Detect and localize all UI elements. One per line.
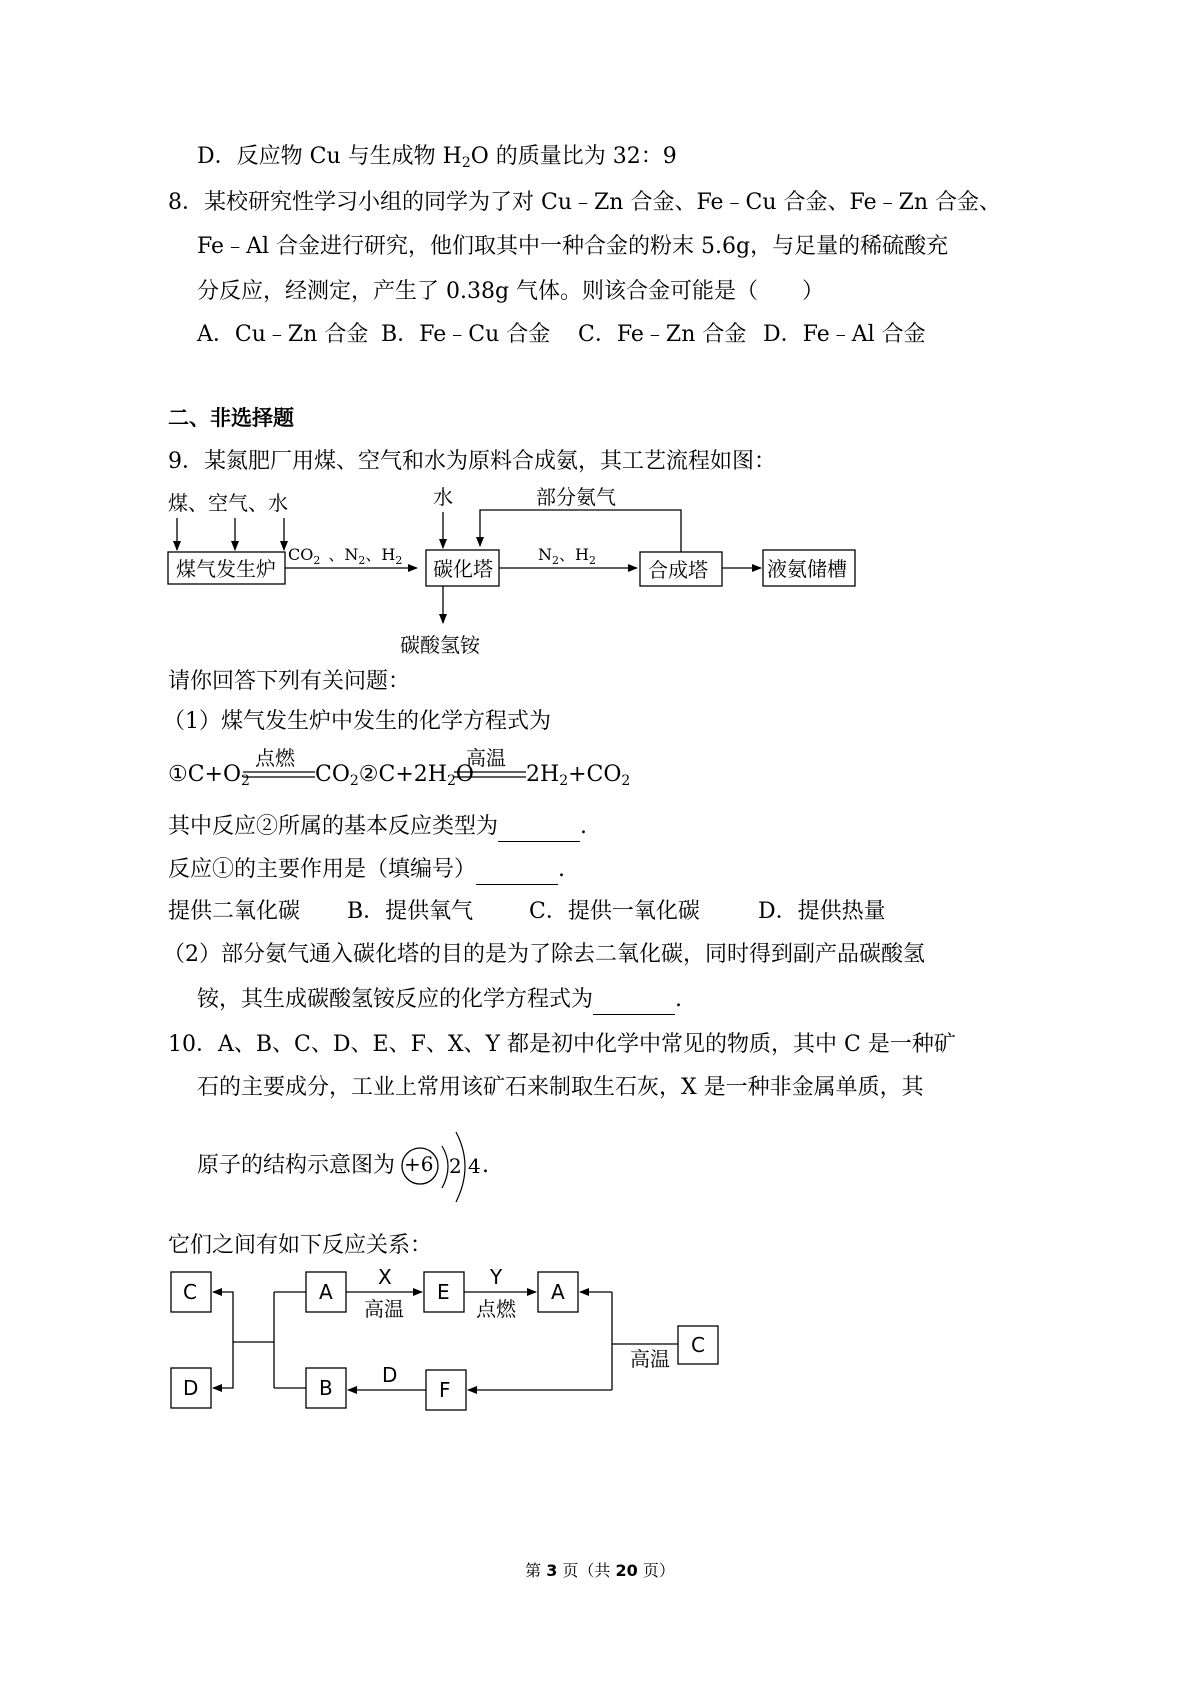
equation-1-condition: 点燃 <box>255 746 295 770</box>
box-synthesis-label: 合成塔 <box>648 558 708 582</box>
eq-text: O <box>455 762 474 787</box>
q9-intro: 9．某氮肥厂用煤、空气和水为原料合成氨，其工艺流程如图： <box>168 449 776 474</box>
period: . <box>580 814 588 839</box>
subscript: 2 <box>559 773 569 789</box>
period: . <box>558 857 566 882</box>
q7-option-d-text: D．反应物 Cu 与生成物 H <box>197 144 462 169</box>
arrow-to-d <box>213 1342 233 1388</box>
box-generator-label: 煤气发生炉 <box>176 557 276 581</box>
subscript: 2 <box>446 773 456 789</box>
answer-blank <box>476 862 558 885</box>
eq-text: CO <box>315 762 350 787</box>
q8-line1: 8．某校研究性学习小组的同学为了对 Cu﹣Zn 合金、Fe﹣Cu 合金、Fe﹣Zn 合金、 <box>168 190 1002 215</box>
q9-option-a: 提供二氧化碳 <box>168 899 301 924</box>
answer-blank <box>498 819 580 842</box>
equation-1-equals <box>243 770 315 780</box>
eq-text: ①C+O <box>168 762 242 787</box>
box-carbonization-label: 碳化塔 <box>433 557 493 581</box>
q10-line1: 10．A、B、C、D、E、F、X、Y 都是初中化学中常见的物质，其中 C 是一种矿 <box>168 1032 956 1057</box>
shell-arc-1 <box>442 1146 448 1188</box>
question-text: 反应①的主要作用是（填编号） <box>168 857 477 882</box>
box-e-label: E <box>437 1280 450 1304</box>
box-c-left-label: C <box>183 1280 197 1304</box>
box-c-right-label: C <box>691 1333 705 1357</box>
box-d-left-label: D <box>183 1376 199 1400</box>
eq-text: +CO <box>568 762 622 787</box>
total-pages: 20 <box>615 1561 638 1580</box>
q9-role-question <box>168 855 565 885</box>
q10-line4: 它们之间有如下反应关系： <box>168 1233 433 1258</box>
q10-line3-end: . <box>482 1153 489 1178</box>
answer-blank <box>593 992 675 1015</box>
q9-reaction-type-question <box>168 812 587 842</box>
box-f-label: F <box>439 1378 451 1402</box>
equation-2-right <box>526 760 630 790</box>
q8-line3: 分反应，经测定，产生了 0.38g 气体。则该合金可能是（ ） <box>197 279 825 304</box>
label-d-arrow: D <box>382 1363 398 1387</box>
footer-text: 页（共 <box>557 1561 616 1580</box>
water-label: 水 <box>433 485 453 509</box>
eq-text: 2H <box>526 762 560 787</box>
label-x: X <box>378 1265 392 1289</box>
q9-option-d: D．提供热量 <box>758 899 886 924</box>
page-number: 3 <box>546 1561 558 1580</box>
page-footer <box>0 1558 1200 1581</box>
q7-option-d <box>197 142 677 172</box>
label-ignite: 点燃 <box>476 1297 516 1321</box>
q9-option-b: B．提供氧气 <box>347 899 474 924</box>
label-co2-n2-h2: $CO_2$ 、$N_2$、$H_2$ <box>288 545 403 567</box>
label-high-temp-2: 高温 <box>630 1347 670 1371</box>
box-a-right-label: A <box>551 1280 565 1304</box>
label-n2-h2: $N_2$、$H_2$ <box>538 545 596 567</box>
subscript: 2 <box>621 773 631 789</box>
label-y: Y <box>490 1265 503 1289</box>
subscript: 2 <box>349 773 359 789</box>
subscript: 2 <box>461 155 471 171</box>
atom-shell2-electrons: 4 <box>468 1154 481 1178</box>
box-storage-label: 液氨储槽 <box>767 557 847 581</box>
q10-reaction-diagram <box>160 1262 740 1422</box>
q9-option-c: C．提供一氧化碳 <box>529 899 700 924</box>
question-text: 原子的结构示意图为 <box>197 1153 396 1178</box>
q9-sub1: （1）煤气发生炉中发生的化学方程式为 <box>163 709 551 734</box>
q9-prompt: 请你回答下列有关问题： <box>168 669 411 694</box>
atom-shell1-electrons: 2 <box>449 1154 462 1178</box>
q9-process-flow-diagram <box>160 480 880 660</box>
q8-line2: Fe﹣Al 合金进行研究，他们取其中一种合金的粉末 5.6g，与足量的稀硫酸充 <box>197 234 949 259</box>
byproduct-label: 碳酸氢铵 <box>400 633 480 657</box>
q9-sub2-line1: （2）部分氨气通入碳化塔的目的是为了除去二氧化碳，同时得到副产品碳酸氢 <box>163 942 925 967</box>
subscript: 2 <box>241 773 250 789</box>
label-high-temp-1: 高温 <box>364 1297 404 1321</box>
q10-line3 <box>197 1151 395 1181</box>
box-a-mid-label: A <box>319 1280 333 1304</box>
partial-ammonia-label: 部分氨气 <box>536 485 616 509</box>
q8-option-a: A．Cu﹣Zn 合金 <box>197 322 369 347</box>
section-title: 二、非选择题 <box>168 406 294 430</box>
equation-2-equals <box>454 770 526 780</box>
q8-option-b: B．Fe﹣Cu 合金 <box>381 322 551 347</box>
q7-option-d-text-end: O 的质量比为 32：9 <box>470 144 677 169</box>
q8-option-d: D．Fe﹣Al 合金 <box>763 322 926 347</box>
box-b-mid-label: B <box>319 1376 333 1400</box>
question-text: 其中反应②所属的基本反应类型为 <box>168 814 499 839</box>
equation-1-left <box>168 760 250 790</box>
question-text: 铵，其生成碳酸氢铵反应的化学方程式为 <box>197 987 594 1012</box>
q9-inputs-label: 煤、空气、水 <box>168 491 288 515</box>
atom-nucleus-charge: +6 <box>404 1152 434 1176</box>
period: . <box>675 987 683 1012</box>
eq-text: ②C+2H <box>358 762 447 787</box>
footer-text: 第 <box>525 1561 547 1580</box>
equation-1-right <box>315 760 474 790</box>
q10-line2: 石的主要成分，工业上常用该矿石来制取生石灰，X 是一种非金属单质，其 <box>197 1075 924 1100</box>
arrow-to-c <box>213 1292 233 1342</box>
q8-option-c: C．Fe﹣Zn 合金 <box>578 322 747 347</box>
equation-2-condition: 高温 <box>466 746 506 770</box>
footer-text: 页） <box>637 1561 675 1580</box>
q9-sub2-line2 <box>197 985 682 1015</box>
